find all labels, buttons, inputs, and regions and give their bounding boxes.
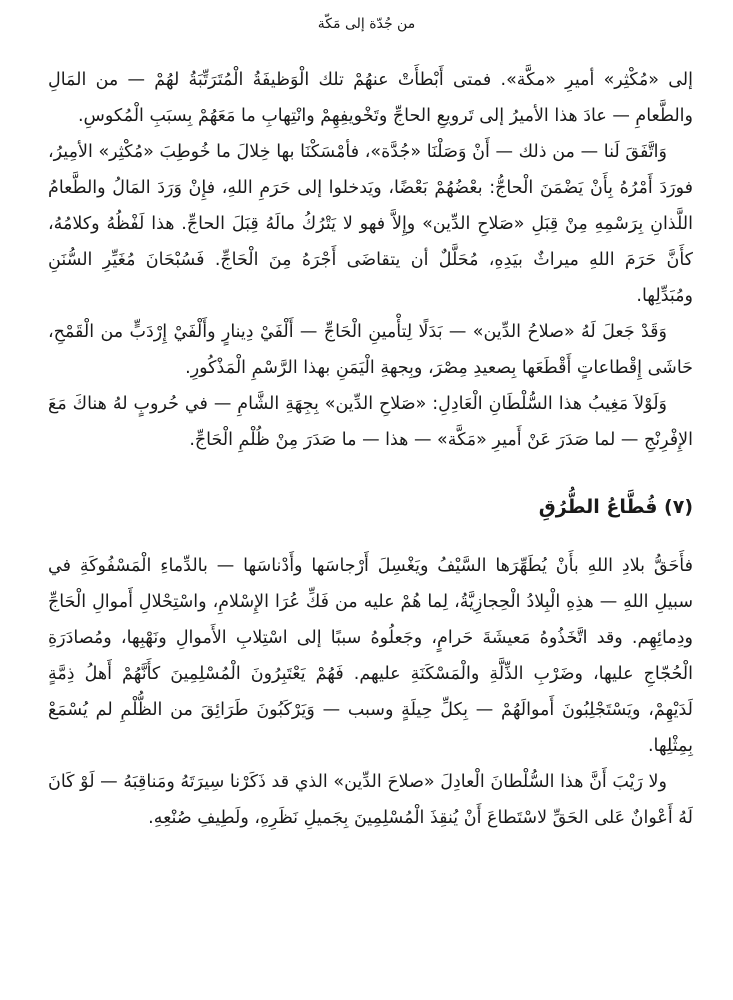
running-header: من جُدّة إلى مَكّة [317, 16, 416, 32]
paragraph: وَاتَّفَقَ لَنا — من ذلك — أَنْ وَصَلْنَا «جُدَّة»، فأمْسَكْنَا بها خِلالَ ما خُوطِبَ «مُكْثِر» الأمِيرُ، فورَدَ أَمْرُهُ بِأَنْ يَضْمَنَ الْحاجُّ: بعْضُهُمْ بَعْضًا، ويَدخلوا إلى حَرَمِ اللهِ، فإِنْ وَرَدَ المَالُ والطَّعامُ اللَّذانِ بِرَسْمِهِ مِنْ قِبَلِ «صَلاحِ الدِّين» وإِلاَّ فهو لا يَتْرُكُ مالَهُ قِبَلَ الحاجِّ. هذا لَفْظُهُ وكلامُهُ، كأَنَّ حَرَمَ اللهِ ميراثٌ بيَدِهِ، مُحَلَّلٌ أن يتقاضَى أَجْرَهُ مِنَ الْحَاجِّ. فَسُبْحَانَ مُغَيِّرِ السُّنَنِ ومُبَدِّلِها. [48, 142, 693, 306]
paragraph: وَلَوْلاَ مَغِيبُ هذا السُّلْطَانِ الْعَادِلِ: «صَلاحِ الدِّين» بِجِهَةِ الشَّامِ — في حُروبٍ لهُ هناكَ مَعَ الإِفْرِنْجِ — لما صَدَرَ عَنْ أَميرِ «مَكَّة» — هذا — ما صَدَرَ مِنْ ظُلْمِ الْحَاجِّ. [48, 394, 693, 450]
paragraph: وَقَدْ جَعلَ لَهُ «صلاحُ الدِّين» — بَدَلًا لِتأْمينِ الْحَاجِّ — أَلْفَيْ دِينارٍ وأَلْفَيْ إِرْدَبٍّ من الْقَمْحِ، حَاشَى إِقْطاعاتٍ أَقْطَعَها بِصعيدِ مِصْرَ، وبِجهةِ الْيَمَنِ بهذا الرَّسْمِ الْمَذْكُورِ. [48, 322, 693, 378]
section-heading: (٧) قُطَّاعُ الطُّرُقِ [538, 496, 693, 518]
paragraph: فأَحَقُّ بلادِ اللهِ بأَنْ يُطَهِّرَها السَّيْفُ ويَغْسِلَ أَرْجاسَها وأَدْناسَها — بالدِّماءِ الْمَسْفُوكَةِ في سبيلِ اللهِ — هذِهِ الْبِلادُ الْحِجازِيَّةُ، لِما هُمْ عليه من فَكِّ عُرَا الإِسْلامِ، واسْتِحْلالِ أَموالِ الْحَاجِّ ودِمائِهِم. وقد اتَّخَذُوهُ مَعيشَةَ حَرامٍ، وجَعلُوهُ سببًا إلى اسْتِلابِ الأَموالِ ونَهْبِها، ومُصادَرَةِ الْحُجّاجِ عليها، وضَرْبِ الذِّلَّةِ والْمَسْكَنَةِ عليهم. فَهُمْ يَعْتَبِرُونَ الْمُسْلِمِينَ كأَنَّهُمْ أَهلُ ذِمَّةٍ لَدَيْهِمْ، ويَسْتَجْلِبُونَ أَموالَهُمْ — بِكلِّ حِيلَةٍ وسبب — وَيَرْكَبُونَ طَرَائِقَ من الظُّلْمِ لم يُسْمَعْ بِمِثْلِها. [48, 556, 693, 756]
paragraph: إلى «مُكْثِر» أميرِ «مكَّة». فمتى أَبْطأَتْ عنهُمْ تلك الْوَظيفَةُ الْمُتَرَتِّبَةُ لهُمْ — من المَالِ والطَّعامِ — عادَ هذا الأميرُ إلى تَرويعِ الحاجِّ وتَخْويفِهِمْ وانْتِهابِ ما مَعَهُمْ بِسبَبِ الْمُكوسِ. [48, 70, 693, 126]
section-1-body [48, 62, 693, 458]
paragraph: ولا رَيْبَ أَنَّ هذا السُّلْطانَ الْعادِلَ «صلاحَ الدِّين» الذي قد ذَكَرْنا سِيرَتَهُ ومَناقِبَهُ — لَوْ كَانَ لَهُ أَعْوانٌ عَلى الحَقِّ لاسْتَطاعَ أَنْ يُنقِذَ الْمُسْلِمِينَ بِجَميلِ نَظَرِهِ، ولَطِيفِ صُنْعِهِ. [48, 772, 693, 828]
section-2-body [48, 548, 693, 836]
